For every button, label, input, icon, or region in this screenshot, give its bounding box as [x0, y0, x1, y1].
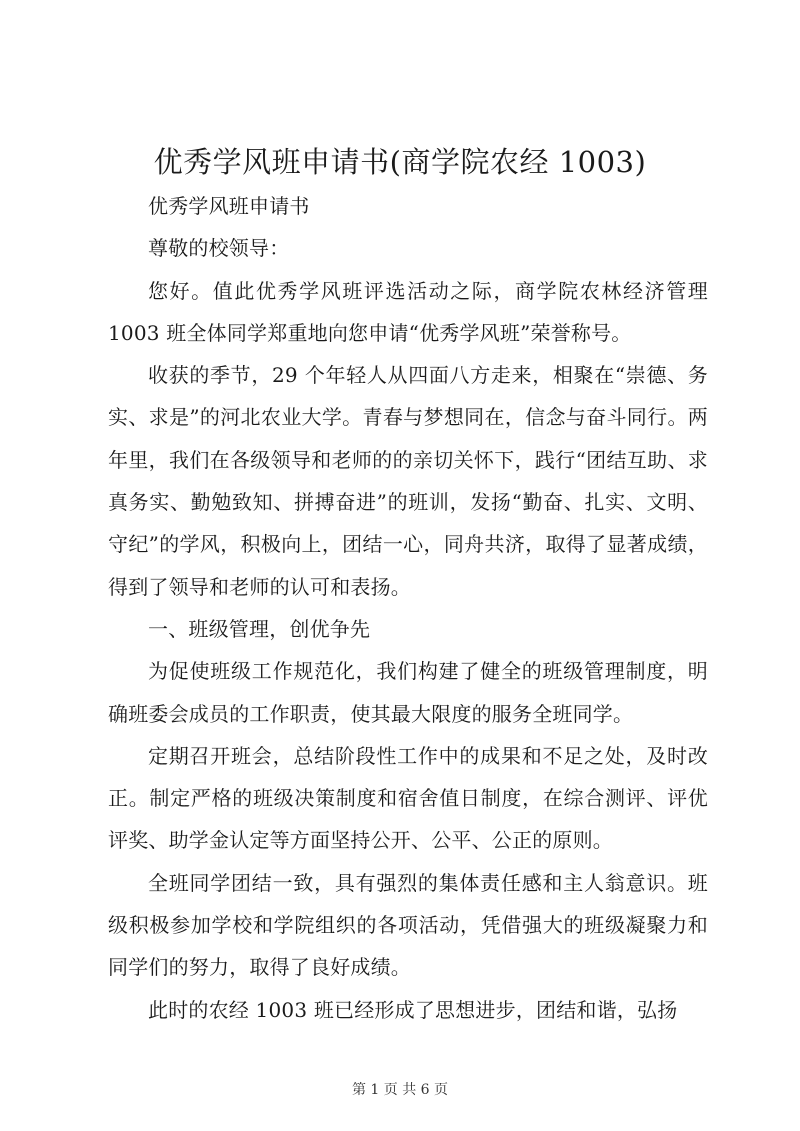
paragraph: 定期召开班会，总结阶段性工作中的成果和不足之处，及时改正。制定严格的班级决策制度和宿舍值日制度，在综合测评、评优评奖、助学金认定等方面坚持公开、公平、公正的原则。	[108, 743, 708, 853]
paragraph: 此时的农经 1003 班已经形成了思想进步，团结和谐，弘扬	[148, 997, 678, 1022]
document-body	[108, 185, 708, 1031]
paragraph: 您好。值此优秀学风班评选活动之际，商学院农林经济管理 1003 班全体同学郑重地向您申请“优秀学风班”荣誉称号。	[108, 278, 708, 345]
paragraph: 为促使班级工作规范化，我们构建了健全的班级管理制度，明确班委会成员的工作职责，使其最大限度的服务全班同学。	[108, 659, 708, 726]
paragraph-salutation: 尊敬的校领导：	[148, 236, 290, 261]
page-number-footer: 第 1 页 共 6 页	[351, 1082, 449, 1098]
section-heading: 一、班级管理，创优争先	[148, 616, 371, 641]
paragraph: 收获的季节，29 个年轻人从四面八方走来，相聚在“崇德、务实、求是”的河北农业大学。青春与梦想同在，信念与奋斗同行。两年里，我们在各级领导和老师的的亲切关怀下，践行“团结互助、求真务实、勤勉致知、拼搏奋进”的班训，发扬“勤奋、扎实、文明、守纪”的学风，积极向上，团结一心，同舟共济，取得了显著成绩，得到了领导和老师的认可和表扬。	[108, 363, 708, 599]
paragraph-heading: 优秀学风班申请书	[148, 194, 310, 218]
paragraph: 全班同学团结一致，具有强烈的集体责任感和主人翁意识。班级积极参加学校和学院组织的各项活动，凭借强大的班级凝聚力和同学们的努力，取得了良好成绩。	[108, 870, 708, 980]
document-title: 优秀学风班申请书(商学院农经 1003)	[153, 145, 647, 179]
